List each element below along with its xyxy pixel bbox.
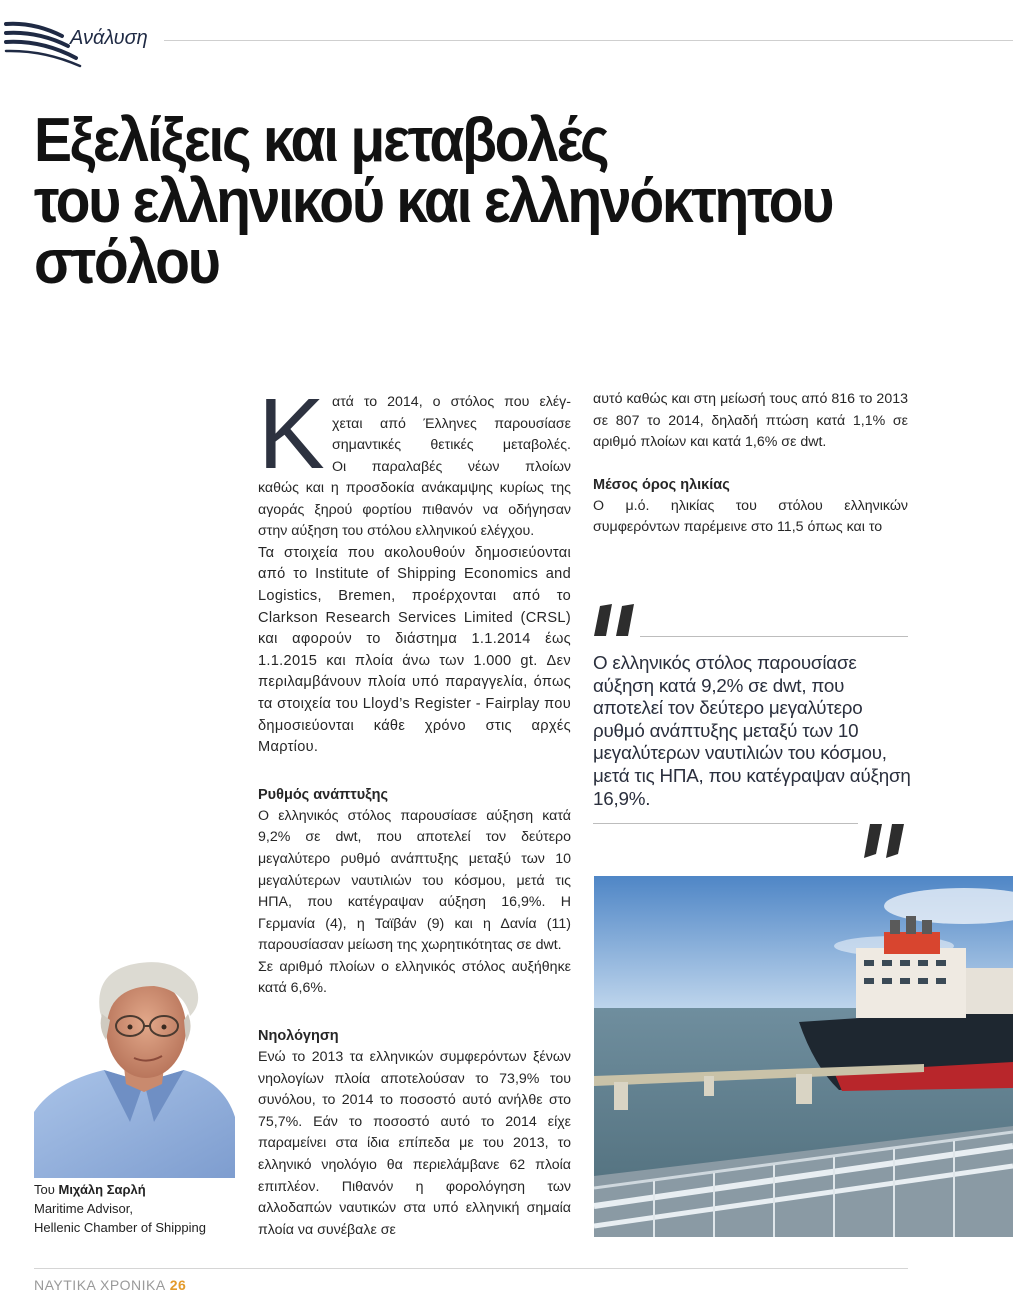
author-prefix: Του: [34, 1182, 55, 1197]
col2-paragraph: αυτό καθώς και στη μείωσή τους από 816 το 2013 σε 807 το 2014, δηλαδή πτώση κατά 1,1% σε αριθμό πλοίων και κατά 1,6% σε dwt.: [593, 391, 908, 451]
title-line: του ελληνικού και ελληνόκτητου: [34, 167, 833, 236]
quote-divider-top: [640, 636, 908, 637]
intro-line: ατά το 2014, ο στόλος που ελέγ-: [332, 394, 571, 410]
growth-paragraph: Ο ελληνικός στόλος παρουσίασε αύξηση κατά 9,2% σε dwt, που αποτελεί τον δεύτερο μεγαλύτερο ρυθμό ανάπτυξης μεταξύ των 10 μεγαλύτερων ναυτιλιών του κόσμου, μετά τις ΗΠΑ, που κατέγραψαν αύξηση 16,9%. Η Γερμανία (4), η Ταϊβάν (9) και η Δανία (11) παρουσίασαν μείωση της χωρητικότητας σε dwt.: [258, 807, 571, 954]
magazine-name: ΝΑΥΤΙΚΑ ΧΡΟΝΙΚΑ: [34, 1277, 166, 1293]
intro-line: χεται από Έλληνες παρουσίασε: [332, 415, 571, 432]
header-divider: [164, 40, 1013, 41]
title-line: Εξελίξεις και μεταβολές: [34, 106, 608, 175]
heading-growth-rate: Ρυθμός ανάπτυξης: [258, 786, 389, 803]
section-label: Ανάλυση: [70, 27, 148, 49]
page-number: 26: [169, 1277, 187, 1293]
title-line: στόλου: [34, 228, 219, 297]
intro-line: σημαντικές θετικές μεταβολές.: [332, 437, 571, 454]
heading-average-age: Μέσος όρος ηλικίας: [593, 476, 730, 493]
intro-line: Οι παραλαβές νέων πλοίων: [332, 458, 571, 475]
intro-lines: [332, 392, 571, 478]
pull-quote: Ο ελληνικός στόλος παρουσίασε αύξηση κατά 9,2% σε dwt, που αποτελεί τον δεύτερο μεγαλύτερο ρυθμό ανάπτυξης μεταξύ των 10 μεγαλύτερων ναυτιλιών του κόσμου, μετά τις ΗΠΑ, που κατέγραψαν αύξηση 16,9%.: [593, 652, 911, 809]
close-quote-icon: [862, 822, 908, 862]
column-2: [593, 389, 908, 539]
quote-divider-bottom: [593, 823, 858, 824]
author-caption: [34, 1180, 206, 1237]
drop-cap: Κ: [258, 378, 325, 490]
average-age-paragraph: Ο μ.ό. ηλικίας του στόλου ελληνικών συμφερόντων παρέμεινε στο 11,5 όπως και το: [593, 497, 908, 536]
ships-count-paragraph: Σε αριθμό πλοίων ο ελληνικός στόλος αυξήθηκε κατά 6,6%.: [258, 958, 571, 997]
heading-registration: Νηολόγηση: [258, 1028, 339, 1045]
article-title: [34, 106, 899, 297]
intro-paragraph: καθώς και η προσδοκία ανάκαμψης κυρίως της αγοράς ξηρού φορτίου πιθανόν να οδήγησαν στην αύξηση του στόλου ελληνικού ελέγχου.: [258, 480, 571, 540]
footer-divider: [34, 1268, 908, 1269]
sources-paragraph: Τα στοιχεία που ακολουθούν δημοσιεύονται από το Institute of Shipping Economics and Logistics, Bremen, προέρχονται από το Clarkson Research Services Limited (CRSL) και αφορούν το διάστημα 1.1.2014 έως 1.1.2015 και πλοία άνω των 1.000 gt. Δεν περιλαμβάνουν πλοία υπό παραγγελία, όπως τα στοιχεία του Lloyd’s Register - Fairplay που δημοσιεύονται κάθε χρόνο στις αρχές Μαρτίου.: [258, 544, 571, 756]
column-1: [258, 478, 571, 1241]
author-role: Maritime Advisor,: [34, 1201, 133, 1216]
author-name: Μιχάλη Σαρλή: [58, 1182, 146, 1197]
registration-paragraph: Ενώ το 2013 τα ελληνικών συμφερόντων ξένων νηολογίων πλοία αποτελούσαν το 73,9% του συνόλου, το 2014 το ποσοστό αυτό ανήλθε στο 75,7%. Εάν το ποσοστό αυτό το 2014 είχε παραμείνει στα ίδια επίπεδα με του 2013, το ελληνικό νηολόγιο θα περιελάμβανε 62 πλοία επιπλέον. Πιθανόν η φορολόγηση των αλλοδαπών ναυτικών στα υπό ελληνική σημαία πλοία να συνέβαλε σε: [258, 1049, 571, 1238]
author-name-line: [34, 1180, 206, 1199]
open-quote-icon: [592, 598, 636, 640]
author-organization: Hellenic Chamber of Shipping: [34, 1220, 206, 1235]
author-photo: [34, 942, 235, 1178]
ship-photo: [594, 876, 1013, 1237]
